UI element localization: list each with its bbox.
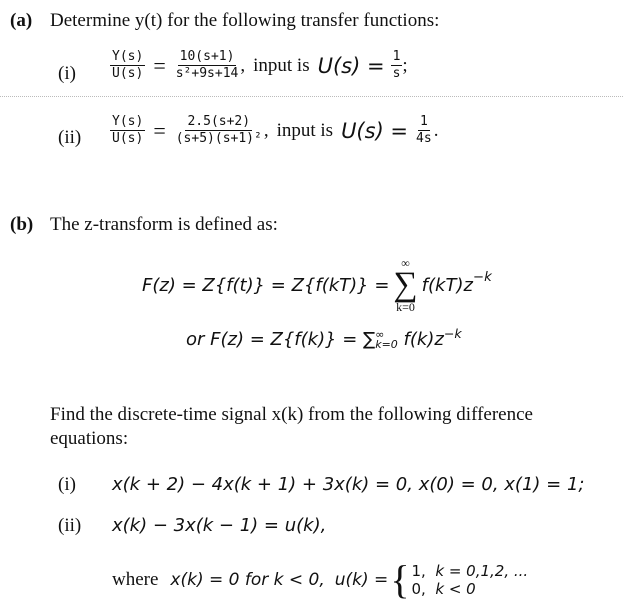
difference-equation-1: x(k + 2) − 4x(k + 1) + 3x(k) = 0, x(0) = 0, x(1) = 1;: [112, 474, 585, 495]
part-a-label: (a): [10, 10, 33, 31]
equals-sign: =: [153, 52, 166, 78]
difference-equation-2: x(k) − 3x(k − 1) = u(k),: [112, 515, 327, 536]
ztransform-definition-alt: or F(z) = Z{f(k)} = ∑ ∞ k=0 $f(k)z^{-k}$: [186, 326, 462, 351]
find-instruction-line-2: equations:: [50, 428, 129, 449]
equals-sign: =: [153, 117, 166, 143]
dotted-divider: [0, 96, 623, 97]
eq-1-label: (i): [58, 474, 76, 495]
summation-symbol: ∞ ∑ k=0: [393, 256, 418, 314]
eq-2-label: (ii): [58, 515, 82, 536]
piecewise-cases: 1, k = 0,1,2, ... 0, k < 0: [411, 562, 529, 598]
rhs-fraction: $\frac{2.5(s+2)}{\text{(s+5)(s+1)²}}$: [175, 114, 262, 146]
where-clause: where x(k) = 0 for k < 0, u(k) = { 1, k = 0,1,2, ... 0, k < 0: [112, 557, 529, 602]
input-fraction: $\frac{1}{4s}$: [416, 114, 432, 146]
input-lhs: U(s) =: [341, 118, 409, 143]
find-instruction-line-1: Find the discrete-time signal x(k) from the following difference: [50, 404, 533, 425]
lhs-fraction: $\frac{Y(s)}{U(s)}$: [112, 49, 144, 81]
part-a-item-1-label: (i): [58, 63, 76, 84]
rhs-fraction: $\frac{10(s+1)}{\text{s²+9s+14}}$: [175, 49, 239, 81]
lhs-fraction: $\frac{Y(s)}{U(s)}$: [112, 114, 144, 146]
input-fraction: $\frac{1}{s}$: [392, 49, 401, 81]
input-label: input is: [276, 119, 334, 141]
part-b-label: (b): [10, 214, 34, 235]
input-lhs: U(s) =: [317, 53, 385, 78]
ztransform-definition: F(z) = Z{f(t)} = Z{f(kT)} = ∞ ∑ k=0 f(kT)z $^{-k}$: [142, 256, 492, 314]
part-a-item-2-equation: $\frac{Y(s)}{U(s)}$ = $\frac{2.5(s+2)}{\text{(s+5)(s+1)²}}$ , input is U(s) = $\frac{1}{4s}$ .: [112, 114, 439, 146]
left-brace: {: [390, 557, 410, 602]
part-a-item-2-label: (ii): [58, 127, 82, 148]
part-a-item-1-equation: $\frac{Y(s)}{U(s)}$ = $\frac{10(s+1)}{\text{s²+9s+14}}$ , input is U(s) = $\frac{1}{s}$ ;: [112, 49, 408, 81]
part-a-prompt: Determine y(t) for the following transfer functions:: [50, 10, 440, 31]
input-label: input is: [253, 54, 310, 76]
part-b-prompt: The z-transform is defined as:: [50, 214, 278, 235]
